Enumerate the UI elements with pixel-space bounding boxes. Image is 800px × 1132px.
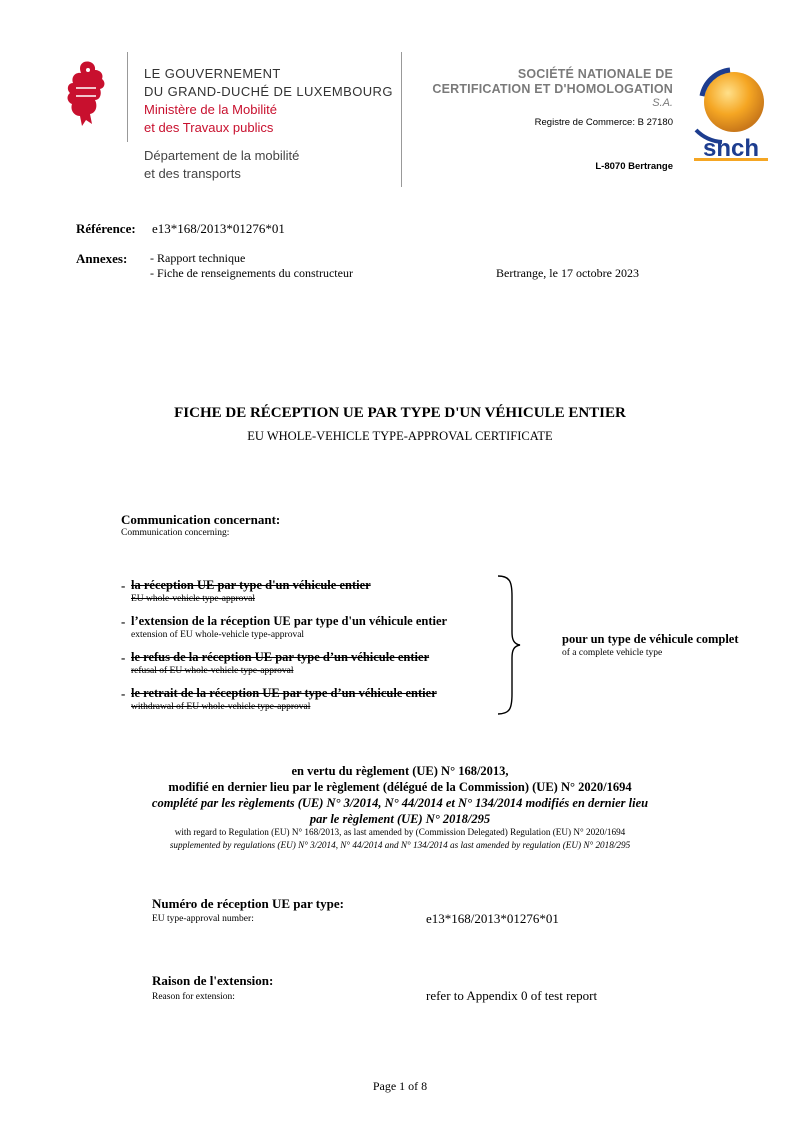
certificate-subtitle: EU WHOLE-VEHICLE TYPE-APPROVAL CERTIFICATE <box>247 429 553 443</box>
company-line2: CERTIFICATION ET D'HOMOLOGATION <box>432 82 673 96</box>
regulation-en-line1: with regard to Regulation (EU) N° 168/2013, as last amended by (Commission Delegated) Regulation (EU) N° 2020/1694 <box>174 827 626 837</box>
extension-reason-label: Raison de l'extension: <box>152 973 274 988</box>
approval-number-value: e13*168/2013*01276*01 <box>426 911 559 926</box>
option-dash: - <box>121 578 126 593</box>
annexes-label: Annexes: <box>76 251 128 266</box>
company-form: S.A. <box>652 97 673 109</box>
company-line1: SOCIÉTÉ NATIONALE DE <box>517 67 673 81</box>
approval-number-label-en: EU type-approval number: <box>152 914 254 924</box>
header-divider-right <box>401 52 402 187</box>
communication-heading-en: Communication concerning: <box>121 528 230 538</box>
certificate-title: FICHE DE RÉCEPTION UE PAR TYPE D'UN VÉHICULE ENTIER <box>174 405 626 421</box>
option-en: EU whole-vehicle type-approval <box>131 594 255 604</box>
department-line1: Département de la mobilité <box>144 148 300 163</box>
scope-fr: pour un type de véhicule complet <box>562 632 739 646</box>
option-fr: le retrait de la réception UE par type d’un véhicule entier <box>131 686 437 700</box>
gov-line1: LE GOUVERNEMENT <box>144 66 281 81</box>
luxembourg-lion-logo <box>62 58 110 128</box>
option-fr: l’extension de la réception UE par type d'un véhicule entier <box>131 614 448 628</box>
extension-reason-label-en: Reason for extension: <box>152 992 235 1002</box>
option-en: extension of EU whole-vehicle type-approval <box>131 630 305 640</box>
annex-item: - Rapport technique <box>150 251 246 265</box>
snch-logo-text: snch <box>702 135 760 162</box>
option-dash: - <box>121 650 126 665</box>
snch-logo <box>692 66 770 174</box>
regulation-line2: modifié en dernier lieu par le règlement (délégué de la Commission) (UE) N° 2020/1694 <box>168 780 632 794</box>
option-dash: - <box>121 614 126 629</box>
reference-label: Référence: <box>76 221 136 236</box>
gov-line2: DU GRAND-DUCHÉ DE LUXEMBOURG <box>144 84 393 99</box>
ministry-line2: et des Travaux publics <box>144 120 274 135</box>
approval-number-label: Numéro de réception UE par type: <box>152 896 344 911</box>
company-registry: Registre de Commerce: B 27180 <box>534 117 673 128</box>
brace <box>496 574 522 716</box>
ministry-line1: Ministère de la Mobilité <box>144 102 277 117</box>
option-dash: - <box>121 686 126 701</box>
company-address: L-8070 Bertrange <box>595 161 673 172</box>
department-line2: et des transports <box>144 166 241 181</box>
regulation-en-line2: supplemented by regulations (EU) N° 3/2014, N° 44/2014 and N° 134/2014 as last amended by regulation (EU) N° 2018/295 <box>169 840 631 850</box>
regulation-line1: en vertu du règlement (UE) N° 168/2013, <box>291 764 509 778</box>
scope-en: of a complete vehicle type <box>562 648 663 658</box>
option-fr: la réception UE par type d'un véhicule entier <box>131 578 371 592</box>
regulation-line3: complété par les règlements (UE) N° 3/2014, N° 44/2014 et N° 134/2014 modifiés en dernier lieu <box>151 796 649 810</box>
option-fr: le refus de la réception UE par type d’un véhicule entier <box>131 650 430 664</box>
place-date: Bertrange, le 17 octobre 2023 <box>496 266 639 280</box>
regulation-line4: par le règlement (UE) N° 2018/295 <box>309 812 491 826</box>
header-divider-left <box>127 52 128 142</box>
reference-value: e13*168/2013*01276*01 <box>152 221 285 236</box>
page-number: Page 1 of 8 <box>372 1079 428 1093</box>
option-en: withdrawal of EU whole-vehicle type-approval <box>131 702 311 712</box>
option-en: refusal of EU whole-vehicle type-approval <box>131 666 294 676</box>
annex-item: - Fiche de renseignements du constructeur <box>150 266 353 280</box>
extension-reason-value: refer to Appendix 0 of test report <box>426 988 598 1003</box>
communication-heading: Communication concernant: <box>121 512 281 527</box>
